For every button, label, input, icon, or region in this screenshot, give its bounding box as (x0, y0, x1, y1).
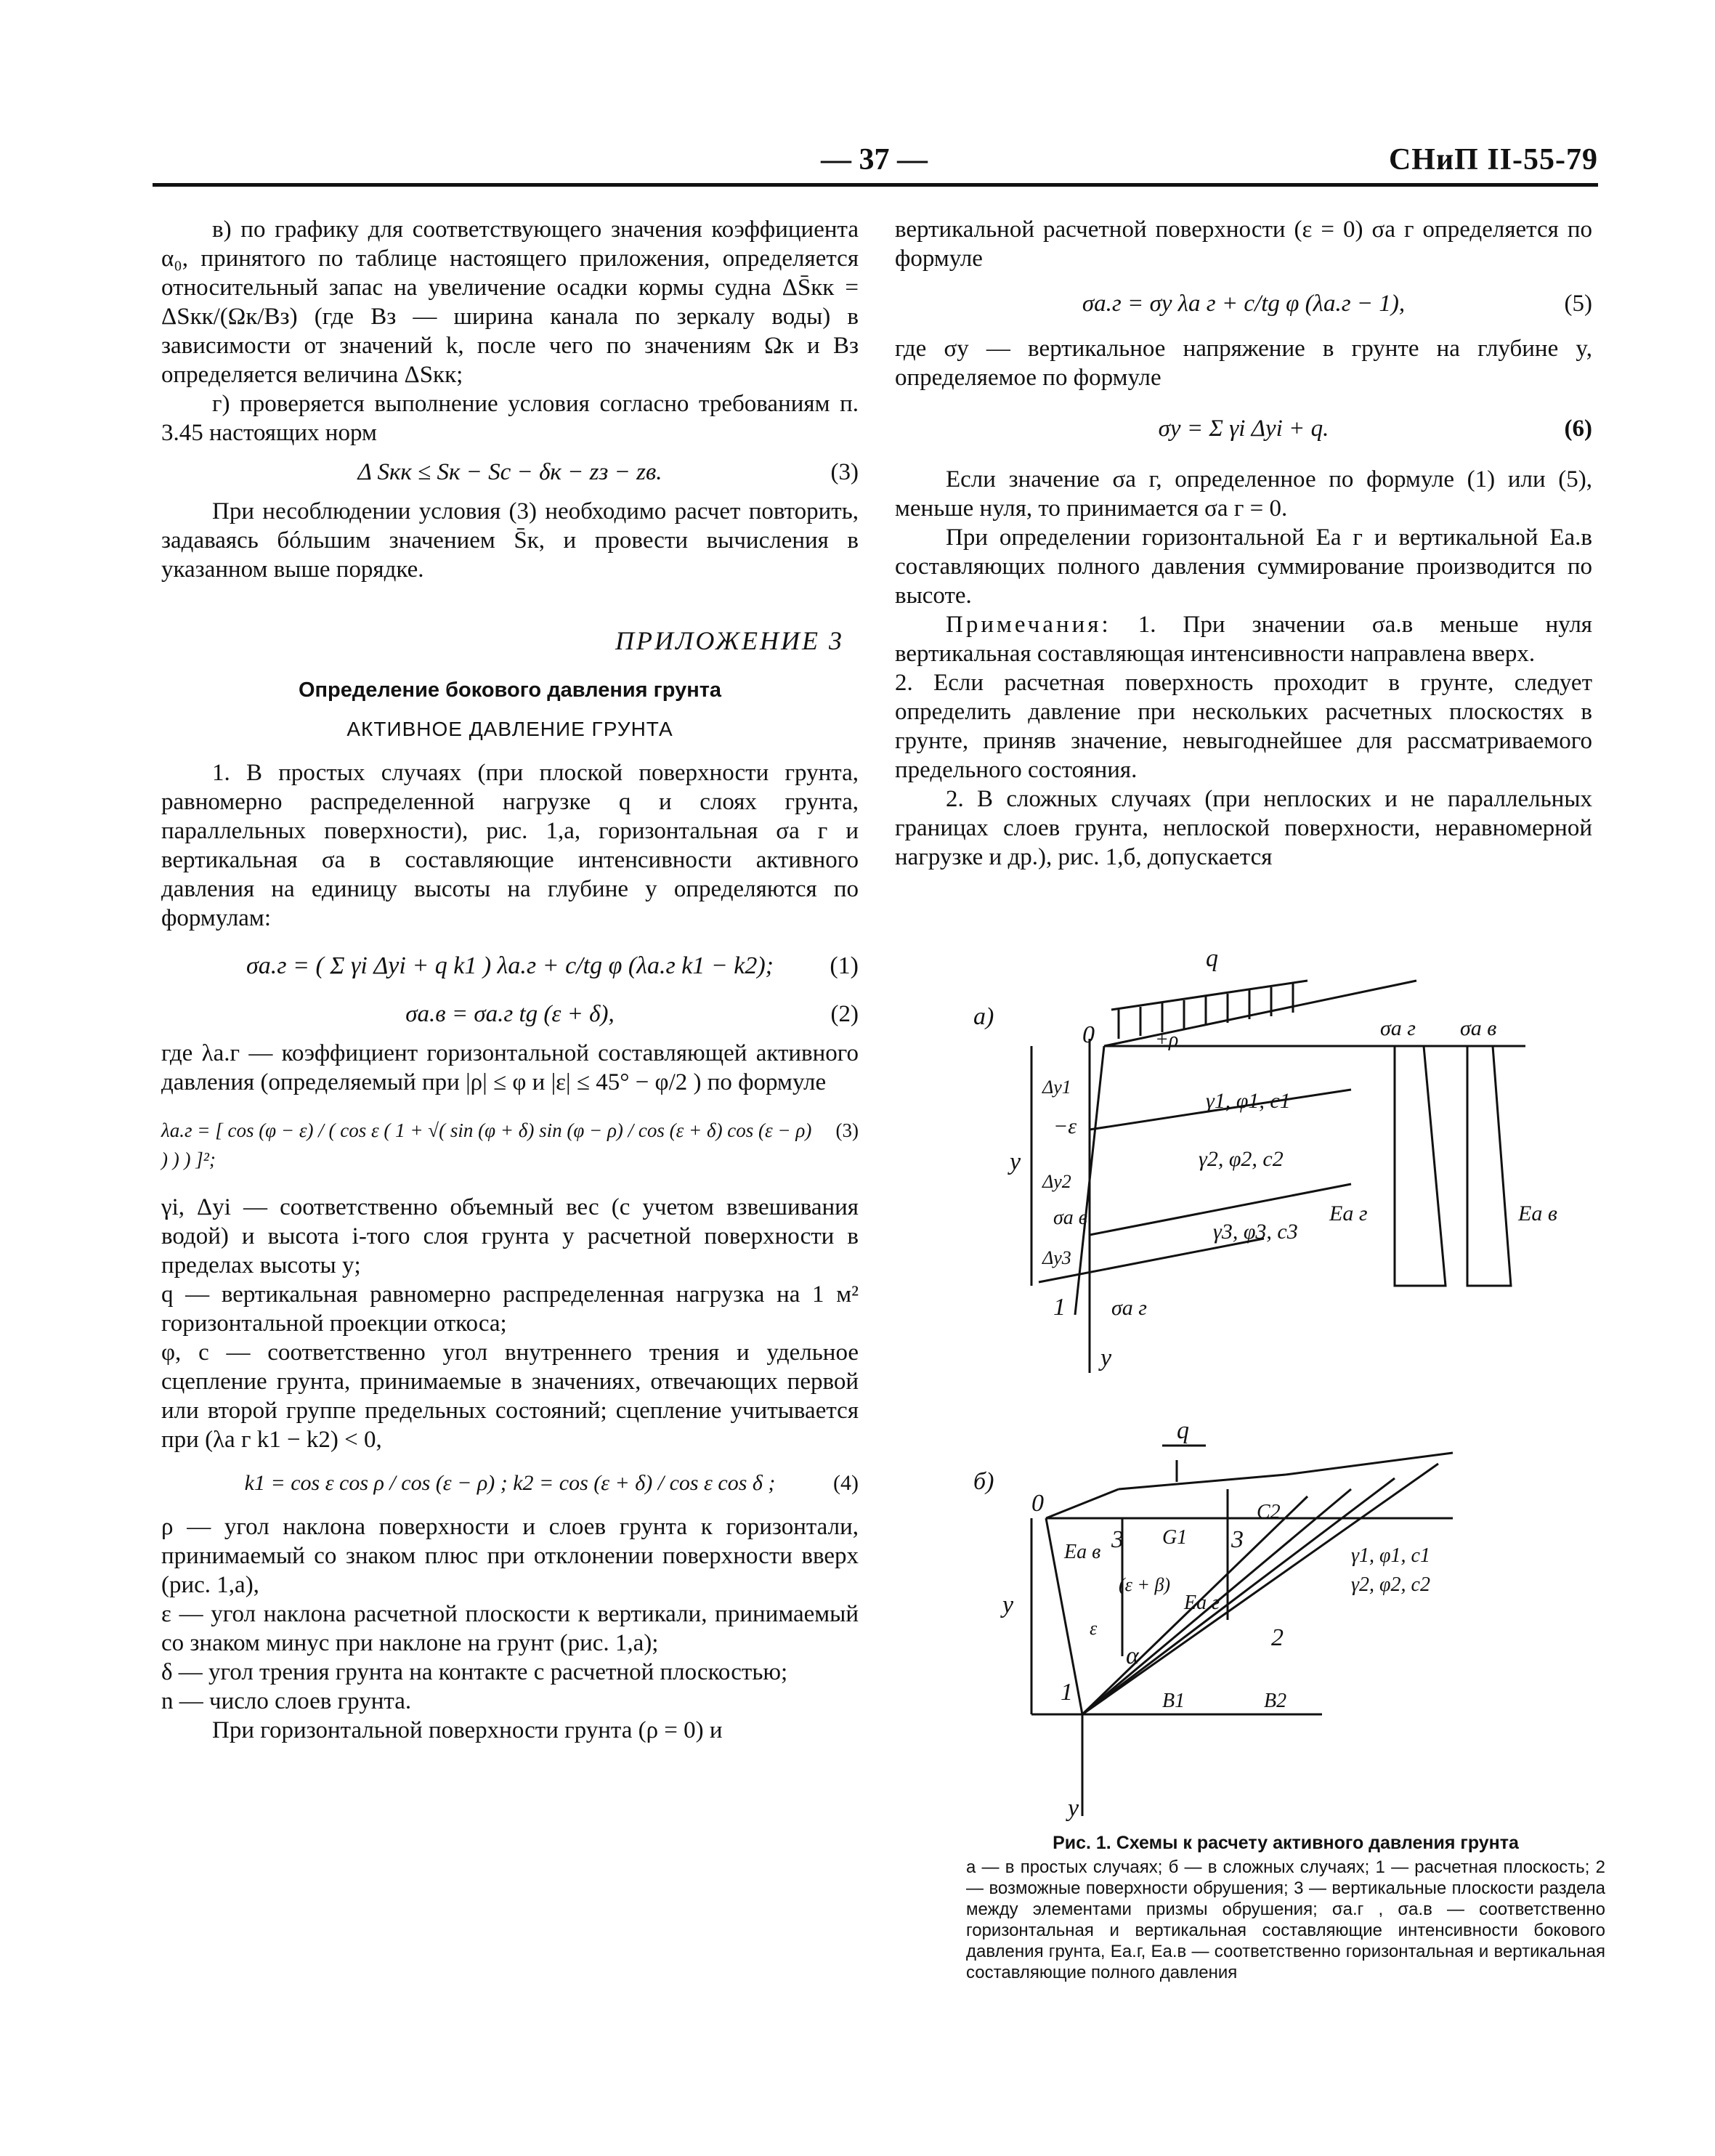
label-two: 2 (1271, 1624, 1284, 1651)
left-column (161, 215, 859, 1745)
paragraph: q — вертикальная равномерно распределенная нагрузка на 1 м² горизонтальной проекции откоса; (161, 1281, 859, 1337)
label-E-av-b: Eа в (1064, 1541, 1101, 1563)
paragraph: 2. В сложных случаях (при неплоских и не параллельных границах слоев грунта, неплоской поверхности, неравномерной нагрузке и др.), рис. 1,б, допускается (895, 786, 1592, 870)
paragraph: в) по графику для соответствующего значения коэффициента α₀, принятого по таблице настоящего приложения, определяется относительный запас на увеличение осадки кормы судна ΔS̄кк = ΔSкк/(Ωк/Bз) (где Bз — ширина канала по зеркалу воды) в зависимости от значений k, после чего по значениям Ωк и Bз определяется величина ΔSкк; (161, 216, 859, 388)
label-sigma-av-small: σа в (1053, 1207, 1087, 1229)
label-dy3: Δy3 (1042, 1247, 1071, 1268)
label-G1: G1 (1162, 1526, 1188, 1549)
label-alpha: α (1126, 1642, 1139, 1669)
formula-text: σy = Σ γi Δyi + q. (1158, 416, 1329, 442)
paragraph: где λа.г — коэффициент горизонтальной составляющей активного давления (определяемый при |ρ| ≤ φ и |ε| ≤ 45° − φ/2 ) по формуле (161, 1040, 859, 1095)
label-E-av-a: Eа в (1518, 1201, 1557, 1225)
label-eps-beta: (ε + β) (1119, 1574, 1171, 1595)
notes-paragraph (895, 610, 1592, 668)
paragraph: г) проверяется выполнение условия согласно требованиям п. 3.45 настоящих норм (161, 391, 859, 446)
appendix-label: ПРИЛОЖЕНИЕ 3 (615, 626, 844, 655)
section-title: Определение бокового давления грунта (298, 678, 722, 702)
label-o-a: 0 (1082, 1021, 1095, 1048)
ground-surface-b (1046, 1489, 1119, 1518)
label-o-b: 0 (1031, 1490, 1044, 1517)
formula-3 (161, 458, 859, 487)
formula-number: (5) (1564, 291, 1592, 317)
paragraph: δ — угол трения грунта на контакте с расчетной плоскостью; (161, 1659, 788, 1685)
label-layer2: γ2, φ2, c2 (1199, 1147, 1284, 1171)
formula-text: σа.г = σy λа г + c/tg φ (λа.г − 1), (1082, 291, 1406, 317)
label-layer2-b: γ2, φ2, c2 (1351, 1573, 1430, 1596)
formula-text: k1 = cos ε cos ρ / cos (ε − ρ) ; k2 = cos (ε + δ) / cos ε cos δ ; (244, 1471, 776, 1495)
label-three-left: 3 (1111, 1526, 1124, 1553)
notes-label: Примечания: (946, 612, 1111, 638)
pressure-diagram-av (1467, 1046, 1511, 1286)
paragraph: При несоблюдении условия (3) необходимо расчет повторить, задаваясь бóльшим значением S̄к, и провести вычисления в указанном выше порядке. (161, 498, 859, 583)
label-E-ag-a: Eа г (1329, 1201, 1368, 1225)
formula-number: (1) (830, 952, 859, 979)
caption-body: а — в простых случаях; б — в сложных случаях; 1 — расчетная плоскость; 2 — возможные поверхности обрушения; 3 — вертикальные плоскости раздела между элементами призмы обрушения; σа.г , σа.в — соответственно горизонтальная и вертикальная составляющие интенсивности бокового давления грунта, Eа.г, Eа.в — соответственно горизонтальная и вертикальная составляющие полного давления (966, 1857, 1605, 1982)
label-one-a: 1 (1053, 1294, 1066, 1321)
caption-title: Рис. 1. Схемы к расчету активного давления грунта (1053, 1833, 1519, 1853)
label-B2: B2 (1264, 1690, 1287, 1712)
pressure-diagram-ag (1395, 1046, 1446, 1286)
right-column (895, 215, 1592, 872)
header-rule (153, 183, 1598, 187)
paragraph: 2. Если расчетная поверхность проходит в грунте, следует определить давление при нескольких расчетных плоскостях в грунте, приняв значение, невыгоднейшее для рассматриваемого предельного состояния. (895, 670, 1592, 783)
formula-number: (6) (1564, 416, 1592, 442)
formula-number: (3) (830, 459, 859, 485)
label-sigma-ag-bottom: σа г (1111, 1296, 1147, 1320)
label-layer1-b: γ1, φ1, c1 (1351, 1544, 1430, 1567)
subsection-title: АКТИВНОЕ ДАВЛЕНИЕ ГРУНТА (346, 718, 673, 740)
formula-text: σа.в = σа.г tg (ε + δ), (405, 1001, 615, 1027)
ground-surface-a (1104, 981, 1416, 1046)
label-q-a: q (1206, 945, 1218, 972)
paragraph: Если значение σа г, определенное по формуле (1) или (5), меньше нуля, то принимается σа г = 0. (895, 466, 1592, 522)
paragraph: γi, Δyi — соответственно объемный вес (с учетом взвешивания водой) и высота i-того слоя грунта у расчетной поверхности в пределах высоты y; (161, 1194, 859, 1278)
label-sigma-av: σа в (1460, 1016, 1497, 1040)
formula-text: λа.г = [ cos (φ − ε) / ( cos ε ( 1 + √( sin (φ + δ) sin (φ − ρ) / cos (ε + δ) cos (ε − ρ) ) ) ) ]²; (161, 1119, 812, 1170)
formula-text: σа.г = ( Σ γi Δyi + q k1 ) λа.г + c/tg φ (λа.г k1 − k2); (246, 952, 774, 979)
page-number: — 37 — (821, 143, 928, 177)
label-B1: B1 (1162, 1690, 1185, 1712)
document-code: СНиП II-55-79 (1388, 143, 1598, 177)
label-a: а) (973, 1003, 994, 1030)
page-header (153, 142, 1598, 186)
formula-number: (4) (833, 1471, 859, 1495)
label-eps: −ε (1053, 1114, 1077, 1138)
paragraph: ρ — угол наклона поверхности и слоев грунта к горизонтали, принимаемый со знаком плюс при отклонении поверхности вверх (рис. 1,а), (161, 1514, 859, 1598)
label-sigma-ag: σа г (1380, 1016, 1416, 1040)
figure-labels (973, 945, 1557, 1822)
label-y-a: y (1010, 1148, 1021, 1175)
paragraph: При горизонтальной поверхности грунта (ρ = 0) и (212, 1717, 723, 1743)
formula-2 (161, 1000, 859, 1029)
formula-5 (895, 289, 1592, 318)
label-eps-b: ε (1090, 1618, 1098, 1639)
paragraph: вертикальной расчетной поверхности (ε = 0) σа г определяется по формуле (895, 216, 1592, 272)
paragraph: φ, c — соответственно угол внутреннего трения и удельное сцепление грунта, принимаемые в значениях, отвечающих первой или второй группе предельных состояний; сцепление учитывается при (λа г k1 − k2) < 0, (161, 1340, 859, 1453)
label-c2: C2 (1257, 1501, 1281, 1523)
label-y-a-bottom: y (1100, 1345, 1112, 1371)
paragraph: где σy — вертикальное напряжение в грунте на глубине y, определяемое по формуле (895, 336, 1592, 391)
label-b: б) (973, 1468, 994, 1495)
formula-6 (895, 414, 1592, 443)
figure-caption (966, 1832, 1605, 1983)
label-dy1: Δy1 (1042, 1077, 1071, 1098)
formula-number: (3) (835, 1119, 859, 1141)
paragraph: ε — угол наклона расчетной плоскости к вертикали, принимаемый со знаком минус при наклоне на грунт (рис. 1,а); (161, 1601, 859, 1656)
formula-4 (161, 1469, 859, 1498)
formula-text: Δ Sкк ≤ Sк − Sс − δк − zз − zв. (357, 459, 662, 485)
label-dy2: Δy2 (1042, 1171, 1071, 1192)
figure-diagram (944, 937, 1598, 1831)
label-one-b: 1 (1061, 1679, 1073, 1706)
label-y-b: y (1002, 1592, 1014, 1618)
formula-1 (161, 952, 859, 981)
label-E-ag-b: Eа г (1184, 1592, 1220, 1614)
formula-number: (2) (830, 1001, 859, 1027)
paragraph: При определении горизонтальной Eа г и вертикальной Eа.в составляющих полного давления суммирование производится по высоте. (895, 524, 1592, 609)
note-text: 1. При значении σа.в меньше нуля вертикальная составляющая интенсивности направлена вверх. (895, 612, 1592, 667)
label-rho: +ρ (1155, 1029, 1179, 1051)
paragraph: 1. В простых случаях (при плоской поверхности грунта, равномерно распределенной нагрузке q и слоях грунта, параллельных поверхности), рис. 1,а, горизонтальная σа г и вертикальная σа в составляющие интенсивности активного давления на единицу высоты на глубине y определяются по формулам: (161, 760, 859, 931)
paragraph: n — число слоев грунта. (161, 1688, 412, 1714)
label-layer3: γ3, φ3, c3 (1213, 1220, 1298, 1244)
label-three-right: 3 (1231, 1526, 1244, 1553)
label-layer1: γ1, φ1, c1 (1206, 1089, 1291, 1113)
formula-lambda (161, 1116, 859, 1174)
label-q-b: q (1177, 1417, 1189, 1444)
label-y-b-bottom: y (1068, 1795, 1079, 1822)
